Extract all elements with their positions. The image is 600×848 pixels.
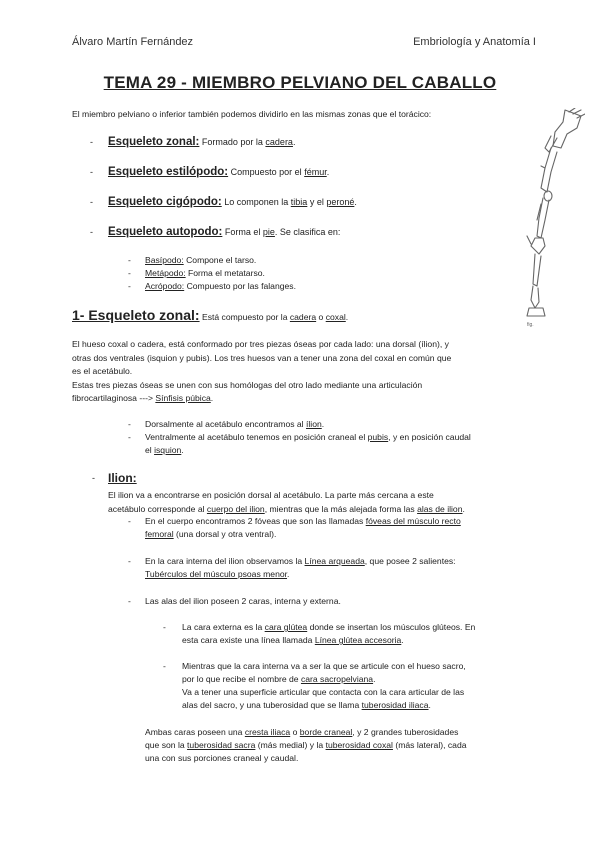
subzone-desc: Forma el metatarso. [185,268,265,278]
item-end: . [401,635,404,645]
zone-end: . [292,137,296,147]
item-text: Va a tener una superficie articular que contacta con la cara articular de las [182,687,465,697]
cara-glutea-link: cara glútea [264,622,308,632]
item-text: La cara externa es la [182,622,265,632]
cresta-iliaca-link: cresta iliaca [244,727,291,737]
zone-link: cadera [265,137,293,147]
item-end: . [321,419,325,429]
tuberosidad-coxal-link: tuberosidad coxal [325,740,393,750]
intro-paragraph: El miembro pelviano o inferior también podemos dividirlo en las mismas zonas que el torácico: [72,109,432,119]
zone-term: Esqueleto cigópodo: [108,196,222,208]
tibia-bone [537,198,549,238]
item-text: Las alas del ilion poseen 2 caras, interna y externa. [145,596,341,606]
linea-arqueada-link: Línea arqueada [304,556,365,566]
sinfisis-link: Sínfisis púbica [155,393,211,403]
subzone-desc: Compuesto por las falanges. [184,281,296,291]
zone-desc: Lo componen la [224,197,291,207]
item-end: . [287,569,290,579]
section-desc: Está compuesto por la [199,312,290,322]
zone-desc: Formado por la [201,137,266,147]
section-heading-text: 1- Esqueleto zonal: [72,307,200,323]
subzone-term: Acrópodo: [145,281,185,291]
header-author: Álvaro Martín Fernández [72,36,194,48]
alas-ilion-link: alas de ilion [417,503,463,514]
ilion-link: ílion [305,419,322,429]
phalanges-bone [531,286,539,308]
cara-sacropelviana-link: cara sacropelviana [300,674,374,684]
para-text: , y 2 grandes tuberosidades [352,727,459,737]
zone-link: tibia [290,197,308,207]
ambas-caras-paragraph [145,726,535,765]
zone-link: pie [262,227,275,237]
zone-end: . [326,167,330,177]
femur-bone [541,148,557,192]
item-text: donde se insertan los músculos glúteos. En [307,622,476,632]
isquion-link: isquion [154,445,182,455]
para-line: una con sus porciones craneal y caudal. [145,753,299,763]
cuerpo-ilion-link: cuerpo del ilion [206,503,265,514]
para-end: . [462,503,465,514]
section-link: cadera [289,312,317,322]
item-text: , que posee 2 salientes: [364,556,456,566]
tarsus-bone [531,238,545,254]
zone-link2: peroné [326,197,355,207]
para-end: . [210,393,214,403]
zone-desc: Forma el [224,227,263,237]
item-text: En el cuerpo encontramos 2 fóveas que son las llamadas [145,516,366,526]
section-desc: o [316,312,326,322]
section-end: . [345,312,349,322]
para-line [72,392,542,406]
subzone-term: Basípodo: [145,255,184,265]
hind-limb-skeleton-figure [505,108,585,333]
section-link: coxal [325,312,346,322]
para-text: (más lateral), cada [392,740,467,750]
zone-end: . [354,197,357,207]
linea-glutea-link: Línea glútea accesoria [314,635,402,645]
para-line [145,739,535,752]
para-text: (más medial) y la [255,740,326,750]
para-line [108,503,538,517]
zone-end: . Se clasifica en: [274,227,341,237]
item-end: (una dorsal y otra ventral). [173,529,277,539]
tuberosidad-sacra-link: tuberosidad sacra [187,740,256,750]
item-text: Dorsalmente al acetábulo encontramos al [145,419,306,429]
item-end: . [428,700,431,710]
para-text: , mientras que la más alejada forma las [264,503,418,514]
para-text: fibrocartilaginosa ---> [72,393,156,403]
foveas-link: fóveas del músculo recto [365,516,461,526]
item-end: . [181,445,184,455]
para-line: es el acetábulo. [72,366,133,376]
para-line: El hueso coxal o cadera, está conformado por tres piezas óseas por cada lado: una dorsal (ílion), y [72,339,449,349]
para-line: Estas tres piezas óseas se unen con sus homólogas del otro lado mediante una articulación [72,379,423,390]
metatarsus-bone [533,254,541,286]
zone-mid: y el [307,197,327,207]
zone-desc: Compuesto por el [230,167,305,177]
item-text: esta cara existe una línea llamada [182,635,315,645]
borde-craneal-link: borde craneal [299,727,353,737]
item-text: , y en posición caudal [388,432,471,442]
ilion-heading-text: Ilion: [108,471,137,485]
femoral-link: femoral [145,529,174,539]
para-text: que son la [145,740,188,750]
coxal-paragraph [72,338,542,406]
item-text: el [145,445,155,455]
figure-caption: fig. [527,322,534,328]
page-title: TEMA 29 - MIEMBRO PELVIANO DEL CABALLO [103,73,497,92]
zone-term: Esqueleto autopodo: [108,226,223,238]
item-text: Mientras que la cara interna va a ser la que se articule con el hueso sacro, [182,661,466,671]
item-end: . [373,674,376,684]
item-text: por lo que recibe el nombre de [182,674,301,684]
ilion-paragraph [108,489,538,516]
para-line: otras dos ventrales (isquion y pubis). Los tres huesos van a tener una zona del coxal en común que [72,352,452,363]
para-line [145,726,535,739]
para-text: o [290,727,300,737]
zone-term: Esqueleto zonal: [108,136,200,148]
pubis-link: pubis [367,432,389,442]
para-text: Ambas caras poseen una [145,727,245,737]
subzone-term: Metápodo: [145,268,186,278]
header-subject: Embriología y Anatomía I [413,36,536,48]
item-text: En la cara interna del ilion observamos la [145,556,305,566]
tuberosidad-iliaca-link: tuberosidad iliaca [361,700,429,710]
pelvis-bone [553,110,581,148]
section-heading-zonal [72,307,348,325]
para-line: El ilion va a encontrarse en posición dorsal al acetábulo. La parte más cercana a este [108,490,434,500]
zone-link: fémur [304,167,327,177]
tuberculos-link: Tubérculos del músculo psoas menor [145,569,288,579]
subzone-desc: Compone el tarso. [183,255,257,265]
para-text: acetábulo corresponde al [108,503,207,514]
item-text: alas del sacro, y una tuberosidad que se llama [182,700,362,710]
item-text: Ventralmente al acetábulo tenemos en posición craneal el [145,432,368,442]
zone-term: Esqueleto estilópodo: [108,166,229,178]
